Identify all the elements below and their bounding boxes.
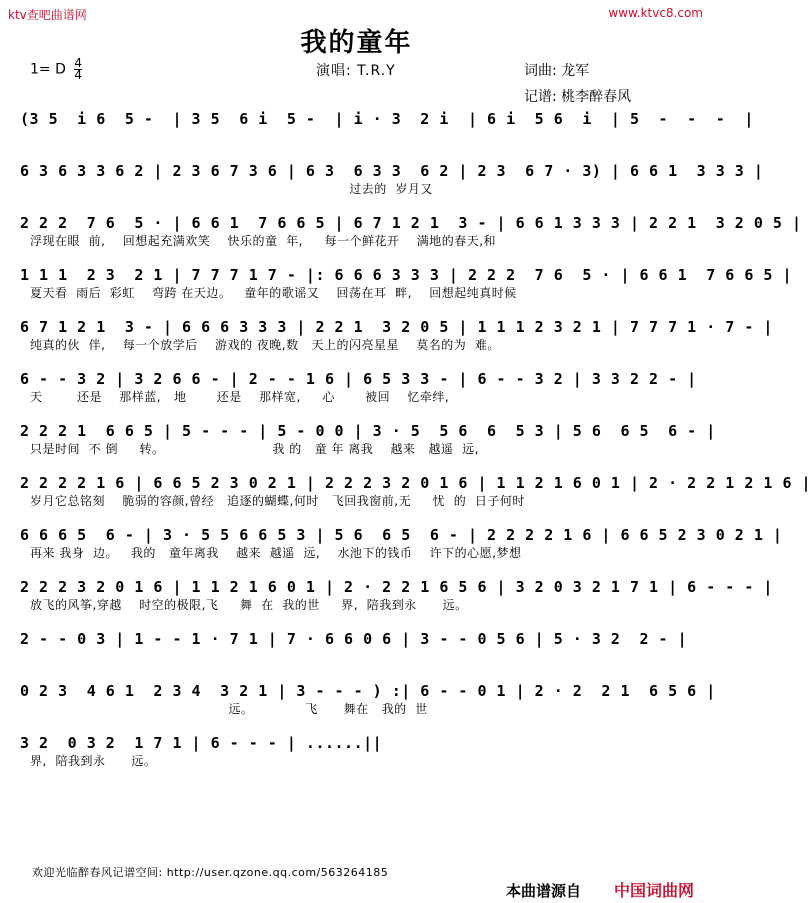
score-row bbox=[20, 364, 697, 406]
lyric-line: 纯真的伙 伴, 每一个放学后 游戏的 夜晚,数 天上的闪亮星星 莫名的为 难。 bbox=[30, 338, 500, 352]
score-row bbox=[20, 572, 773, 614]
score-row bbox=[20, 416, 716, 458]
score-row bbox=[20, 468, 811, 510]
time-bottom: 4 bbox=[74, 68, 82, 82]
lyric-line: 天 还是 那样蓝, 地 还是 那样宽, 心 被回 忆牵绊, bbox=[30, 390, 450, 404]
notation-line: 2 2 2 7 6 5 · | 6 6 1 7 6 6 5 | 6 7 1 2 1 3 - | 6 6 1 3 3 3 | 2 2 1 3 2 0 5 | bbox=[20, 214, 802, 232]
notation-line: (3 5 i 6 5 - | 3 5 6 i 5 - | i · 3 2 i | 6 i 5 6 i | 5 - - - | bbox=[20, 110, 754, 128]
welcome-footer: 欢迎光临醉春风记谱空间: http://user.qzone.qq.com/563264185 bbox=[32, 866, 389, 879]
notation-line: 6 6 6 5 6 - | 3 · 5 5 6 6 5 3 | 5 6 6 5 6 - | 2 2 2 2 1 6 | 6 6 5 2 3 0 2 1 | bbox=[20, 526, 783, 544]
lyric-line: 界, 陪我到永 远。 bbox=[30, 754, 157, 768]
score-row bbox=[20, 624, 694, 666]
key-text: 1= D bbox=[30, 61, 66, 78]
lyric-line: 再来 我身 边。 我的 童年离我 越来 越遥 远, 水池下的钱币 许下的心愿,梦想 bbox=[30, 546, 522, 560]
score-row bbox=[20, 104, 754, 146]
lyric-line: 只是时间 不 倒 转。 我 的 童 年 离我 越来 越遥 远, bbox=[30, 442, 479, 456]
score-body bbox=[20, 104, 811, 780]
score-row bbox=[20, 156, 764, 198]
score-row bbox=[20, 728, 694, 770]
notation-line: 6 3 6 3 3 6 2 | 2 3 6 7 3 6 | 6 3 6 3 3 6 2 | 2 3 6 7 · 3) | 6 6 1 3 3 3 | bbox=[20, 162, 764, 180]
notation-line: 3 2 0 3 2 1 7 1 | 6 - - - | ......|| bbox=[20, 734, 383, 752]
watermark-left: ktv查吧曲谱网 bbox=[8, 8, 87, 22]
score-row bbox=[20, 676, 716, 718]
singer-credit: 演唱: T.R.Y bbox=[316, 63, 396, 79]
lyric-line: 过去的 岁月又 bbox=[30, 182, 433, 196]
time-signature bbox=[74, 58, 82, 81]
notation-line: 6 - - 3 2 | 3 2 6 6 - | 2 - - 1 6 | 6 5 3 3 - | 6 - - 3 2 | 3 3 2 2 - | bbox=[20, 370, 697, 388]
notation-line: 1 1 1 2 3 2 1 | 7 7 7 1 7 - |: 6 6 6 3 3 3 | 2 2 2 7 6 5 · | 6 6 1 7 6 6 5 | bbox=[20, 266, 792, 284]
notation-line: 2 2 2 2 1 6 | 6 6 5 2 3 0 2 1 | 2 2 2 3 2 0 1 6 | 1 1 2 1 6 0 1 | 2 · 2 2 1 2 1 6 | bbox=[20, 474, 811, 492]
time-top: 4 bbox=[74, 56, 82, 70]
key-signature bbox=[30, 58, 82, 81]
song-title: 我的童年 bbox=[300, 28, 413, 58]
source-site-logo[interactable]: 中国词曲网 bbox=[614, 881, 695, 900]
watermark-right: www.ktvc8.com bbox=[608, 6, 703, 20]
score-row bbox=[20, 520, 783, 562]
lyric-line: 岁月它总铭刻 脆弱的容颜,曾经 追逐的蝴蝶,何时 飞回我窗前,无 忧 的 日子何时 bbox=[30, 494, 525, 508]
lyric-line: 放飞的风筝,穿越 时空的极限,飞 舞 在 我的世 界, 陪我到永 远。 bbox=[30, 598, 468, 612]
transcriber-credit: 记谱: 桃李醉春风 bbox=[524, 89, 632, 105]
score-row bbox=[20, 260, 792, 302]
notation-line: 0 2 3 4 6 1 2 3 4 3 2 1 | 3 - - - ) :| 6 - - 0 1 | 2 · 2 2 1 6 5 6 | bbox=[20, 682, 716, 700]
score-row bbox=[20, 312, 773, 354]
lyric-line bbox=[20, 648, 694, 666]
notation-line: 2 2 2 1 6 6 5 | 5 - - - | 5 - 0 0 | 3 · 5 5 6 6 5 3 | 5 6 6 5 6 - | bbox=[20, 422, 716, 440]
notation-line: 2 - - 0 3 | 1 - - 1 · 7 1 | 7 · 6 6 0 6 | 3 - - 0 5 6 | 5 · 3 2 2 - | bbox=[20, 630, 688, 648]
notation-line: 2 2 2 3 2 0 1 6 | 1 1 2 1 6 0 1 | 2 · 2 2 1 6 5 6 | 3 2 0 3 2 1 7 1 | 6 - - - | bbox=[20, 578, 773, 596]
lyric-line: 浮现在眼 前, 回想起充满欢笑 快乐的童 年, 每一个鲜花开 满地的春天,和 bbox=[30, 234, 497, 248]
notation-line: 6 7 1 2 1 3 - | 6 6 6 3 3 3 | 2 2 1 3 2 0 5 | 1 1 1 2 3 2 1 | 7 7 7 1 · 7 - | bbox=[20, 318, 773, 336]
lyric-line: 远。 飞 舞在 我的 世 bbox=[30, 702, 428, 716]
lyric-line: 夏天看 雨后 彩虹 弯跨 在天边。 童年的歌谣又 回荡在耳 畔, 回想起纯真时候 bbox=[30, 286, 517, 300]
score-row bbox=[20, 208, 802, 250]
source-label: 本曲谱源自 bbox=[506, 882, 582, 900]
lyric-line bbox=[20, 128, 694, 146]
lyricist-credit: 词曲: 龙军 bbox=[524, 63, 590, 79]
